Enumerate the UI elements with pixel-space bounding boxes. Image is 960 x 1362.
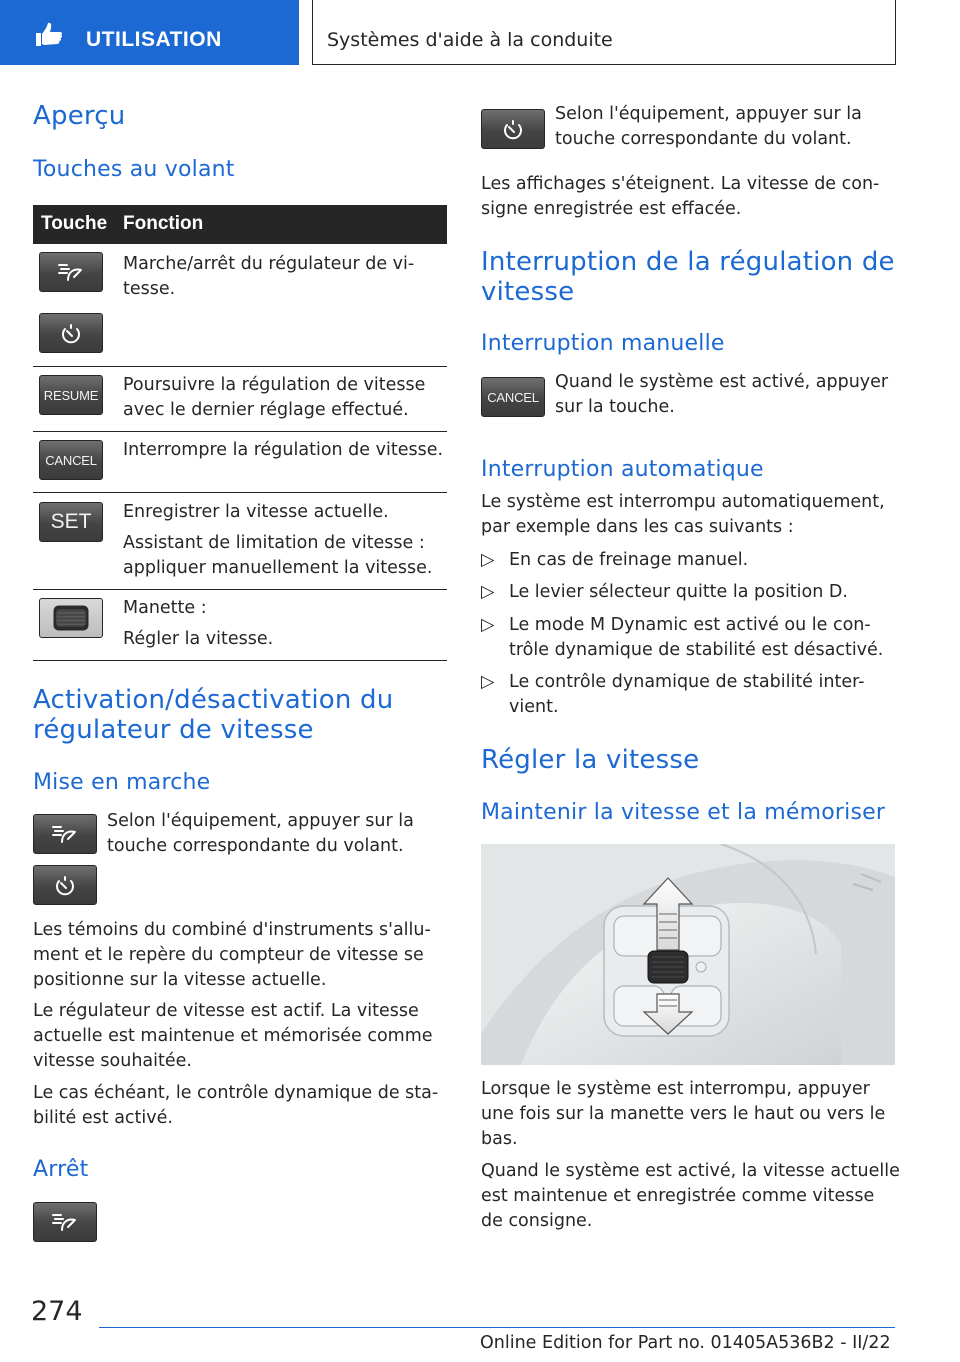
cruise-control-onoff-icon [50, 822, 80, 846]
heading-interruption: Interruption de la régulation de vitesse [481, 247, 895, 307]
manuelle-text: Quand le système est activé, appuyer sur la touche. [555, 372, 889, 417]
col-header-fonction: Fonction [123, 213, 204, 234]
rocker-key [39, 598, 103, 638]
cruise-control-onoff-icon [56, 260, 86, 284]
heading-interruption-automatique: Interruption automatique [481, 457, 764, 482]
footer-rule [99, 1327, 895, 1328]
paragraph-affichages: Les affichages s'éteignent. La vitesse de con- signe enregistrée est effacée. [481, 174, 880, 219]
page-number: 274 [31, 1296, 83, 1327]
row1-fonction: Marche/arrêt du régulateur de vi- tesse. [123, 254, 415, 299]
cruise-limiter-key [481, 109, 545, 149]
paragraph-stabilite: Le cas échéant, le contrôle dynamique de sta- bilité est activé. [33, 1083, 439, 1128]
cruise-limiter-icon [56, 321, 86, 345]
cancel-key: CANCEL [481, 377, 545, 417]
row-divider [33, 492, 447, 493]
row-divider [33, 366, 447, 367]
chapter-title-box [312, 0, 896, 65]
heading-arret: Arrêt [33, 1157, 89, 1182]
row3-fonction: Interrompre la régulation de vitesse. [123, 440, 444, 460]
paragraph-lorsque: Lorsque le système est interrompu, appuyer une fois sur la manette vers le haut ou vers le bas. [481, 1079, 886, 1149]
cruise-control-onoff-icon [50, 1210, 80, 1234]
arret-text: Selon l'équipement, appuyer sur la touche correspondante du volant. [555, 104, 862, 149]
cancel-key: CANCEL [39, 440, 103, 480]
row2-fonction: Poursuivre la régulation de vitesse avec le dernier réglage effectué. [123, 375, 426, 420]
paragraph-temoins: Les témoins du combiné d'instruments s'allu- ment et le repère du compteur de vitesse se positionne sur la vitesse actuelle. [33, 920, 431, 990]
cruise-onoff-key [39, 252, 103, 292]
hand-icon [30, 20, 66, 50]
heading-touches-au-volant: Touches au volant [33, 157, 235, 182]
section-tab[interactable] [0, 0, 299, 65]
steering-wheel-illustration [481, 844, 895, 1065]
edition-note: Online Edition for Part no. 01405A536B2 - II/22 [480, 1333, 891, 1353]
cruise-onoff-key [33, 814, 97, 854]
row-divider [33, 589, 447, 590]
cruise-onoff-key [33, 1202, 97, 1242]
resume-key: RESUME [39, 375, 103, 415]
cruise-limiter-key [33, 865, 97, 905]
col-header-touche: Touche [41, 213, 108, 234]
heading-apercu: Aperçu [33, 101, 126, 131]
set-key: SET [39, 502, 103, 542]
table-header [33, 205, 447, 244]
row5-fonction: Manette : Régler la vitesse. [123, 598, 274, 649]
row4-fonction: Enregistrer la vitesse actuelle. Assistant de limitation de vitesse : appliquer manuellement la vitesse. [123, 502, 433, 578]
cruise-limiter-icon [50, 873, 80, 897]
heading-interruption-manuelle: Interruption manuelle [481, 331, 725, 356]
heading-regler-vitesse: Régler la vitesse [481, 745, 700, 775]
heading-activation: Activation/désactivation du régulateur de vitesse [33, 685, 394, 745]
section-label: UTILISATION [86, 28, 222, 51]
rocker-switch-icon [46, 603, 96, 633]
chapter-title: Systèmes d'aide à la conduite [327, 29, 613, 51]
cruise-limiter-key [39, 313, 103, 353]
heading-maintenir-vitesse: Maintenir la vitesse et la mémoriser [481, 800, 886, 825]
heading-mise-en-marche: Mise en marche [33, 770, 211, 795]
table-bottom-rule [33, 660, 447, 661]
paragraph-quand: Quand le système est activé, la vitesse actuelle est maintenue et enregistrée comme vitesse de consigne. [481, 1161, 900, 1231]
cruise-limiter-icon [498, 117, 528, 141]
paragraph-regulateur-actif: Le régulateur de vitesse est actif. La vitesse actuelle est maintenue et mémorisée comme vitesse souhaitée. [33, 1001, 433, 1071]
steering-wheel-controls-image [481, 844, 895, 1065]
row-divider [33, 431, 447, 432]
mise-en-marche-text: Selon l'équipement, appuyer sur la touche correspondante du volant. [107, 811, 414, 856]
automatique-intro: Le système est interrompu automatiquement, par exemple dans les cas suivants : [481, 492, 885, 537]
